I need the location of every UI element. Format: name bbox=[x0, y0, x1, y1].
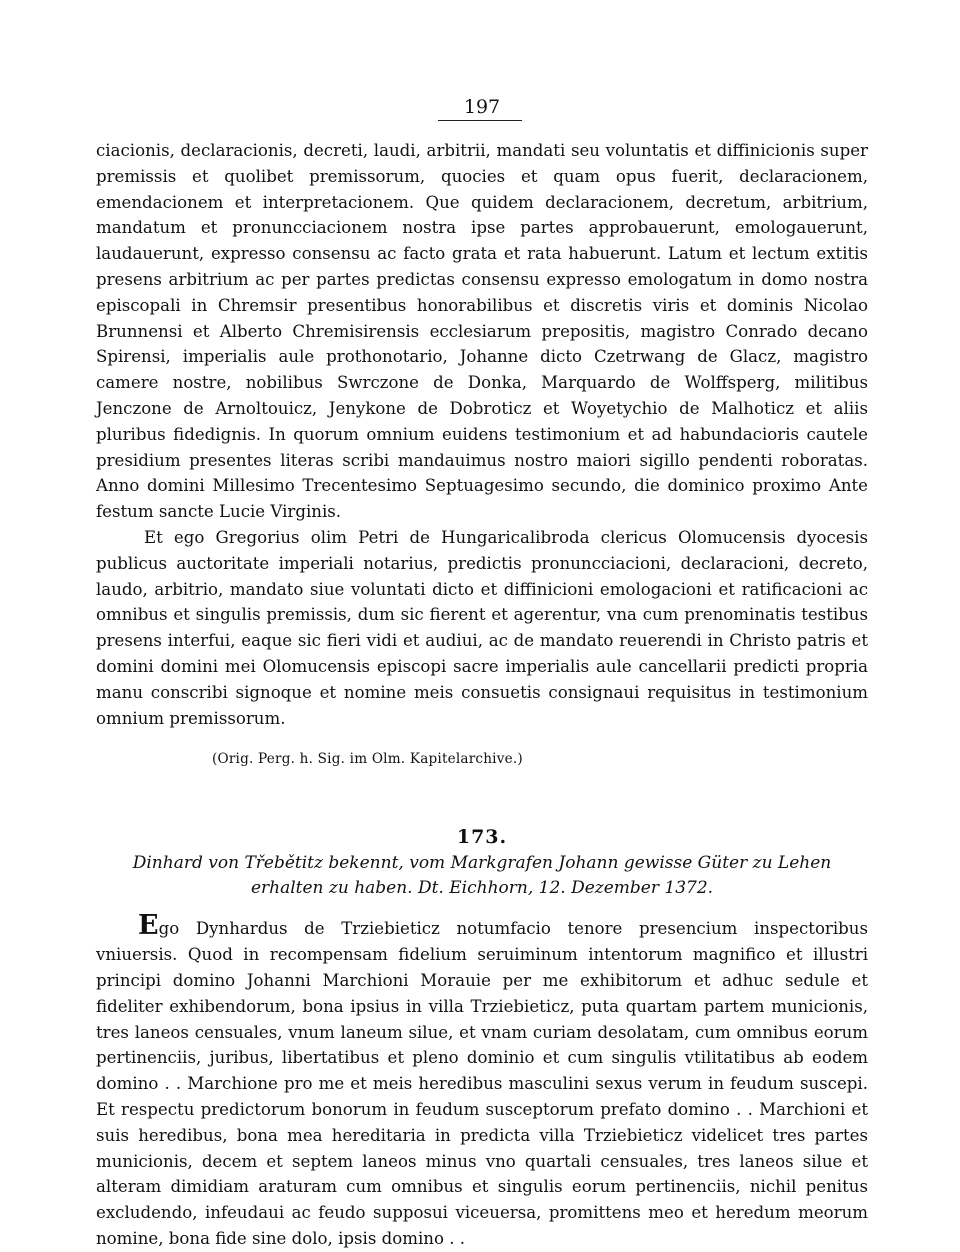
source-note: (Orig. Perg. h. Sig. im Olm. Kapitelarchive.) bbox=[212, 751, 523, 768]
document-page bbox=[96, 96, 868, 1252]
page-number: 197 bbox=[463, 96, 501, 118]
paragraph-arbitration-conclusion: ciacionis, declaracionis, decreti, laudi, arbitrii, mandati seu voluntatis et diffinicionis super premissis et quolibet premissorum, quocies et quam opus fuerit, declaracionem, emendacionem et interpretacionem. Que quidem declaracionem, decretum, arbitrium, mandatum et pronuncciacionem nostra ipse partes approbauerunt, emologauerunt, laudauerunt, expresso consensu ac facto grata et rata habuerunt. Latum et lectum extitis presens arbitrium ac per partes predictas consensu expresso emologatum in domo nostra episcopali in Chremsir presentibus honorabilibus et discretis viris et dominis Nicolao Brunnensi et Alberto Chremisirensis ecclesiarum prepositis, magistro Conrado decano Spirensi, imperialis aule prothonotario, Johanne dicto Czetrwang de Glacz, magistro camere nostre, nobilibus Swrczone de Donka, Marquardo de Wolffsperg, militibus Jenczone de Arnoltouicz, Jenykone de Dobroticz et Woyetychio de Malhoticz et aliis pluribus fidedignis. In quorum omnium euidens testimonium et ad habundacioris cautele presidium presentes literas scribi mandauimus nostro maiori sigillo pendenti roboratas. Anno domini Millesimo Trecentesimo Septuagesimo secundo, die dominico proximo Ante festum sancte Lucie Virginis. bbox=[96, 141, 868, 522]
page-number-rule bbox=[438, 120, 522, 121]
initial-letter: E bbox=[138, 910, 159, 942]
charter-text bbox=[96, 910, 868, 1251]
paragraph-notary-attestation: Et ego Gregorius olim Petri de Hungaricalibroda clericus Olomucensis dyocesis publicus auctoritate imperiali notarius, predictis pronuncciacioni, declaracioni, decreto, laudo, arbitrio, mandato siue voluntati dicto et diffinicioni emologacioni et ratificacioni ac omnibus et singulis premissis, dum sic fierent et agerentur, vna cum prenominatis testibus presens interfui, eaque sic fieri vidi et audiui, ac de mandato reuerendi in Christo patris et domini domini mei Olomucensis episcopi sacre imperialis aule cancellarii predicti propria manu conscribi signoque et nomine meis consuetis consignaui requisitus in testimonium omnium premissorum. bbox=[96, 527, 868, 728]
document-number: 173. bbox=[456, 826, 508, 849]
document-heading: Dinhard von Třebětitz bekennt, vom Markgrafen Johann gewisse Güter zu Lehen erhalten zu haben. Dt. Eichhorn, 12. Dezember 1372. bbox=[132, 853, 832, 899]
charter-body: go Dynhardus de Trziebieticz notumfacio tenore presencium inspectoribus vniuersis. Quod in recompensam fidelium seruiminum intentorum magnifico et illustri principi domino Johanni Marchioni Morauie per me exhibitorum et adhuc sedule et fideliter exhibendorum, bona ipsius in villa Trziebieticz, puta quartam partem municionis, tres laneos censuales, vnum laneum silue, et vnam curiam desolatam, cum omnibus eorum pertinenciis, juribus, libertatibus et pleno dominio et cum singulis vtilitatibus ab eodem domino . . Marchione pro me et meis heredibus masculini sexus verum in feudum suscepi. Et respectu predictorum bonorum in feudum susceptorum prefato domino . . Marchioni et suis heredibus, bona mea hereditaria in predicta villa Trziebieticz videlicet tres partes municionis, decem et septem laneos minus vno quartali censuales, tres laneos silue et alteram dimidiam araturam cum omnibus et singulis eorum pertinenciis, nichil penitus excludendo, infeudaui ac feudo supposui viceuersa, promittens meo et heredum meorum nomine, bona fide sine dolo, ipsis domino . . bbox=[96, 919, 868, 1248]
